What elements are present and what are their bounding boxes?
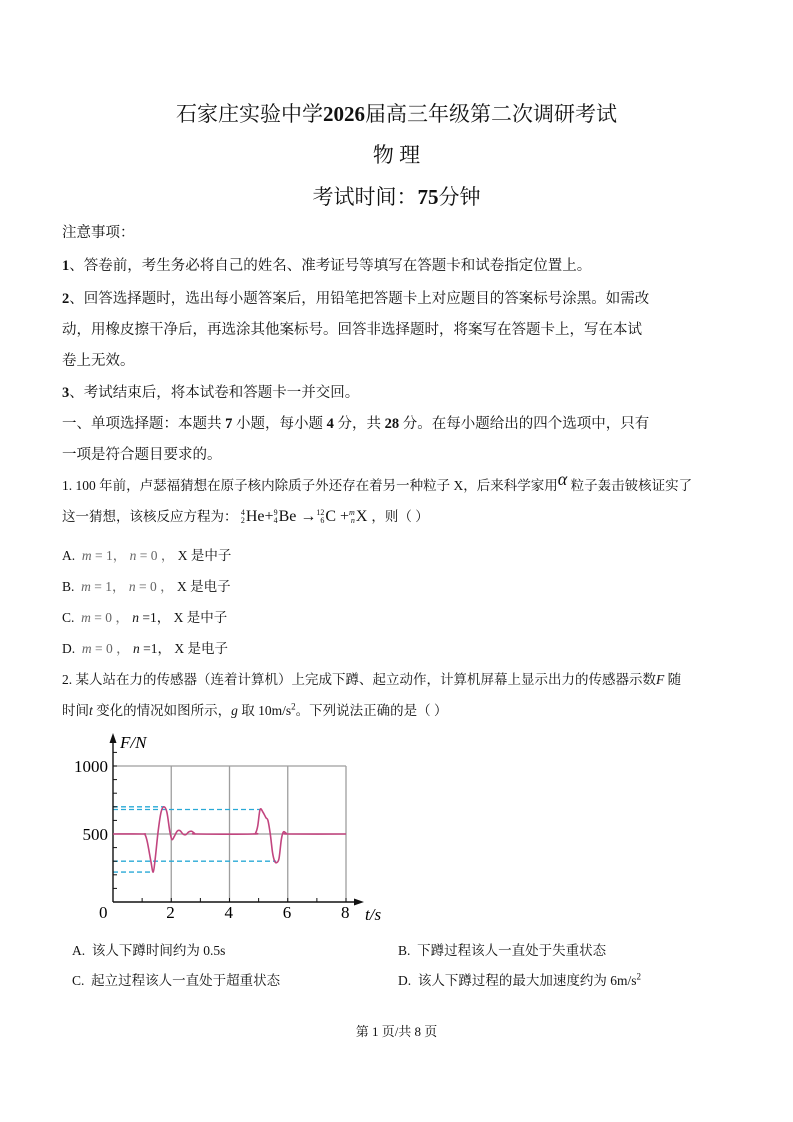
- notice-text: 、答卷前，考生务必将自己的姓名、准考证号等填写在答题卡和试卷指定位置上。: [69, 258, 592, 274]
- c-iso: [316, 509, 324, 525]
- x-iso: [349, 509, 355, 525]
- q1-stem-line2: [62, 505, 429, 526]
- notice-item-1: [62, 254, 591, 275]
- x-mass: m: [349, 508, 355, 518]
- option-text: X 是中子: [177, 548, 232, 563]
- he-mass: 4: [240, 508, 245, 518]
- plus-sign: +: [264, 508, 274, 525]
- var-m: m: [81, 579, 91, 594]
- q1-text: ，则（ ）: [371, 509, 429, 524]
- notice-num: 3: [62, 385, 70, 401]
- section-count: 7: [225, 416, 233, 432]
- var-n: n: [128, 579, 136, 594]
- section-text: 小题，每小题: [236, 416, 323, 432]
- y-axis-label: F/N: [120, 733, 147, 752]
- var-m: m: [81, 548, 92, 563]
- time-label: 考试时间：: [312, 185, 418, 209]
- x-tick-label: 0: [99, 903, 108, 922]
- nuclear-equation: [241, 508, 372, 525]
- q1-text: 这一猜想，该核反应方程为：: [62, 509, 238, 524]
- q2-option-b[interactable]: [398, 939, 606, 959]
- q2-text: 变化的情况如图所示，: [92, 703, 232, 718]
- superscript: 2: [291, 701, 296, 712]
- option-label: C.: [72, 973, 85, 988]
- value-m: = 1，: [91, 548, 127, 563]
- reference-lines: [113, 807, 276, 872]
- subject-title: 物 理: [372, 143, 421, 167]
- section-text: 分。在每小题给出的四个选项中，只有: [402, 416, 650, 432]
- option-text: 下蹲过程该人一直处于失重状态: [417, 943, 607, 958]
- option-text: X 是中子: [173, 610, 228, 625]
- c-charge: 6: [320, 516, 325, 526]
- var-m: m: [81, 610, 91, 625]
- y-tick-label: 1000: [74, 757, 108, 776]
- notice-text: 、考试结束后，将本试卷和答题卡一并交回。: [69, 385, 360, 401]
- value-m: = 0 ，: [90, 610, 129, 625]
- var-n: n: [129, 548, 137, 563]
- q2-option-d[interactable]: [398, 969, 641, 989]
- q1-option-d[interactable]: [62, 637, 228, 657]
- x-charge: n: [350, 516, 355, 526]
- var-n: n: [133, 641, 140, 656]
- option-label: B.: [62, 579, 75, 594]
- be-mass: 9: [273, 508, 278, 518]
- value-m: = 0 ，: [91, 641, 130, 656]
- c-symbol: C: [325, 508, 337, 525]
- section-header-cont: 一项是符合题目要求的。: [62, 447, 222, 463]
- section-text: 分，共: [337, 416, 381, 432]
- page-footer: 第 1 页/共 8 页: [355, 1024, 438, 1039]
- q2-option-c[interactable]: [72, 969, 280, 989]
- notice-text: 、回答选择题时，选出每小题答案后，用铅笔把答题卡上对应题目的答案标号涂黑。如需改: [69, 291, 650, 307]
- q2-text: 取 10m/s: [237, 703, 292, 718]
- exam-title: [0, 98, 793, 128]
- q1-text: 1. 100 年前，卢瑟福猜想在原子核内除质子外还存在着另一种粒子 X，后来科学家用: [62, 478, 558, 493]
- value-n: = 0 ，: [135, 579, 174, 594]
- var-n: n: [132, 610, 140, 625]
- q2-text: 。下列说法正确的是（ ）: [295, 703, 448, 718]
- time-unit: 分钟: [438, 185, 481, 209]
- notice-num: 2: [62, 291, 70, 307]
- he-iso: [241, 509, 245, 525]
- q1-option-b[interactable]: [62, 575, 231, 595]
- be-charge: 4: [273, 516, 278, 526]
- value-n: =1，: [139, 610, 171, 625]
- y-axis-arrow-icon: [110, 733, 117, 743]
- option-text: 该人下蹲时间约为 0.5s: [91, 943, 226, 958]
- option-label: D.: [398, 973, 412, 988]
- var-m: m: [81, 641, 92, 656]
- option-text: X 是电子: [177, 579, 231, 594]
- value-m: = 1，: [90, 579, 126, 594]
- x-axis-arrow-icon: [354, 899, 364, 906]
- option-text: 该人下蹲过程的最大加速度约为 6m/s: [417, 973, 637, 988]
- option-label: A.: [62, 548, 76, 563]
- exam-time: [0, 181, 793, 211]
- option-label: D.: [62, 641, 76, 656]
- section-header: [62, 412, 649, 433]
- notice-heading: 注意事项：: [62, 225, 135, 241]
- notice-item-2: [62, 287, 649, 308]
- title-rest: 届高三年级第二次调研考试: [365, 102, 617, 126]
- section-points: 4: [326, 416, 334, 432]
- q1-option-a[interactable]: [62, 544, 231, 564]
- he-symbol: He: [245, 508, 265, 525]
- value-n: =1，: [139, 641, 171, 656]
- x-axis-label: t/s: [365, 905, 382, 924]
- x-tick-label: 2: [166, 903, 175, 922]
- force-time-chart: [60, 728, 400, 928]
- q1-option-c[interactable]: [62, 606, 227, 626]
- option-text: X 是电子: [174, 641, 228, 656]
- be-symbol: Be: [278, 508, 297, 525]
- he-charge: 2: [240, 516, 245, 526]
- option-label: C.: [62, 610, 75, 625]
- var-g: g: [231, 703, 238, 718]
- q2-stem-line1: [62, 668, 681, 688]
- alpha-symbol: α: [557, 469, 568, 489]
- title-school: 石家庄实验中学: [176, 102, 323, 126]
- notice-item-3: [62, 381, 359, 402]
- option-text: 起立过程该人一直处于超重状态: [91, 973, 281, 988]
- superscript: 2: [636, 971, 642, 982]
- q1-stem-line1: [62, 469, 693, 495]
- var-F: F: [656, 672, 665, 687]
- x-tick-label: 6: [282, 903, 292, 922]
- var-t: t: [89, 703, 93, 718]
- q2-text: 2. 某人站在力的传感器（连着计算机）上完成下蹲、起立动作，计算机屏幕上显示出力的传感器示数: [62, 672, 656, 687]
- notice-item-2-cont2: 卷上无效。: [62, 353, 135, 369]
- notice-item-2-cont: 动，用橡皮擦干净后，再选涂其他案标号。回答非选择题时，将案写在答题卡上，写在本试: [62, 322, 642, 338]
- c-mass: 12: [316, 508, 325, 518]
- x-tick-label: 8: [341, 903, 350, 922]
- notice-num: 1: [62, 258, 70, 274]
- q1-text: 粒子轰击铍核证实了: [567, 478, 693, 493]
- time-value: 75: [417, 185, 439, 209]
- title-year: 2026: [323, 102, 365, 126]
- section-total: 28: [384, 416, 400, 432]
- option-label: B.: [398, 943, 411, 958]
- be-iso: [274, 509, 278, 525]
- q2-stem-line2: [62, 699, 448, 719]
- option-label: A.: [72, 943, 86, 958]
- x-tick-label: 4: [224, 903, 233, 922]
- plus-sign: +: [340, 508, 350, 525]
- chart-axes: [110, 733, 365, 906]
- value-n: = 0 ，: [136, 548, 175, 563]
- q2-text: 时间: [62, 703, 89, 718]
- q2-option-a[interactable]: [72, 939, 225, 959]
- tick-labels: [74, 757, 350, 922]
- x-symbol: X: [355, 508, 368, 525]
- section-text: 一、单项选择题：本题共: [62, 416, 222, 432]
- y-tick-label: 500: [82, 825, 108, 844]
- arrow-icon: →: [300, 508, 317, 525]
- q2-text: 随: [664, 672, 682, 687]
